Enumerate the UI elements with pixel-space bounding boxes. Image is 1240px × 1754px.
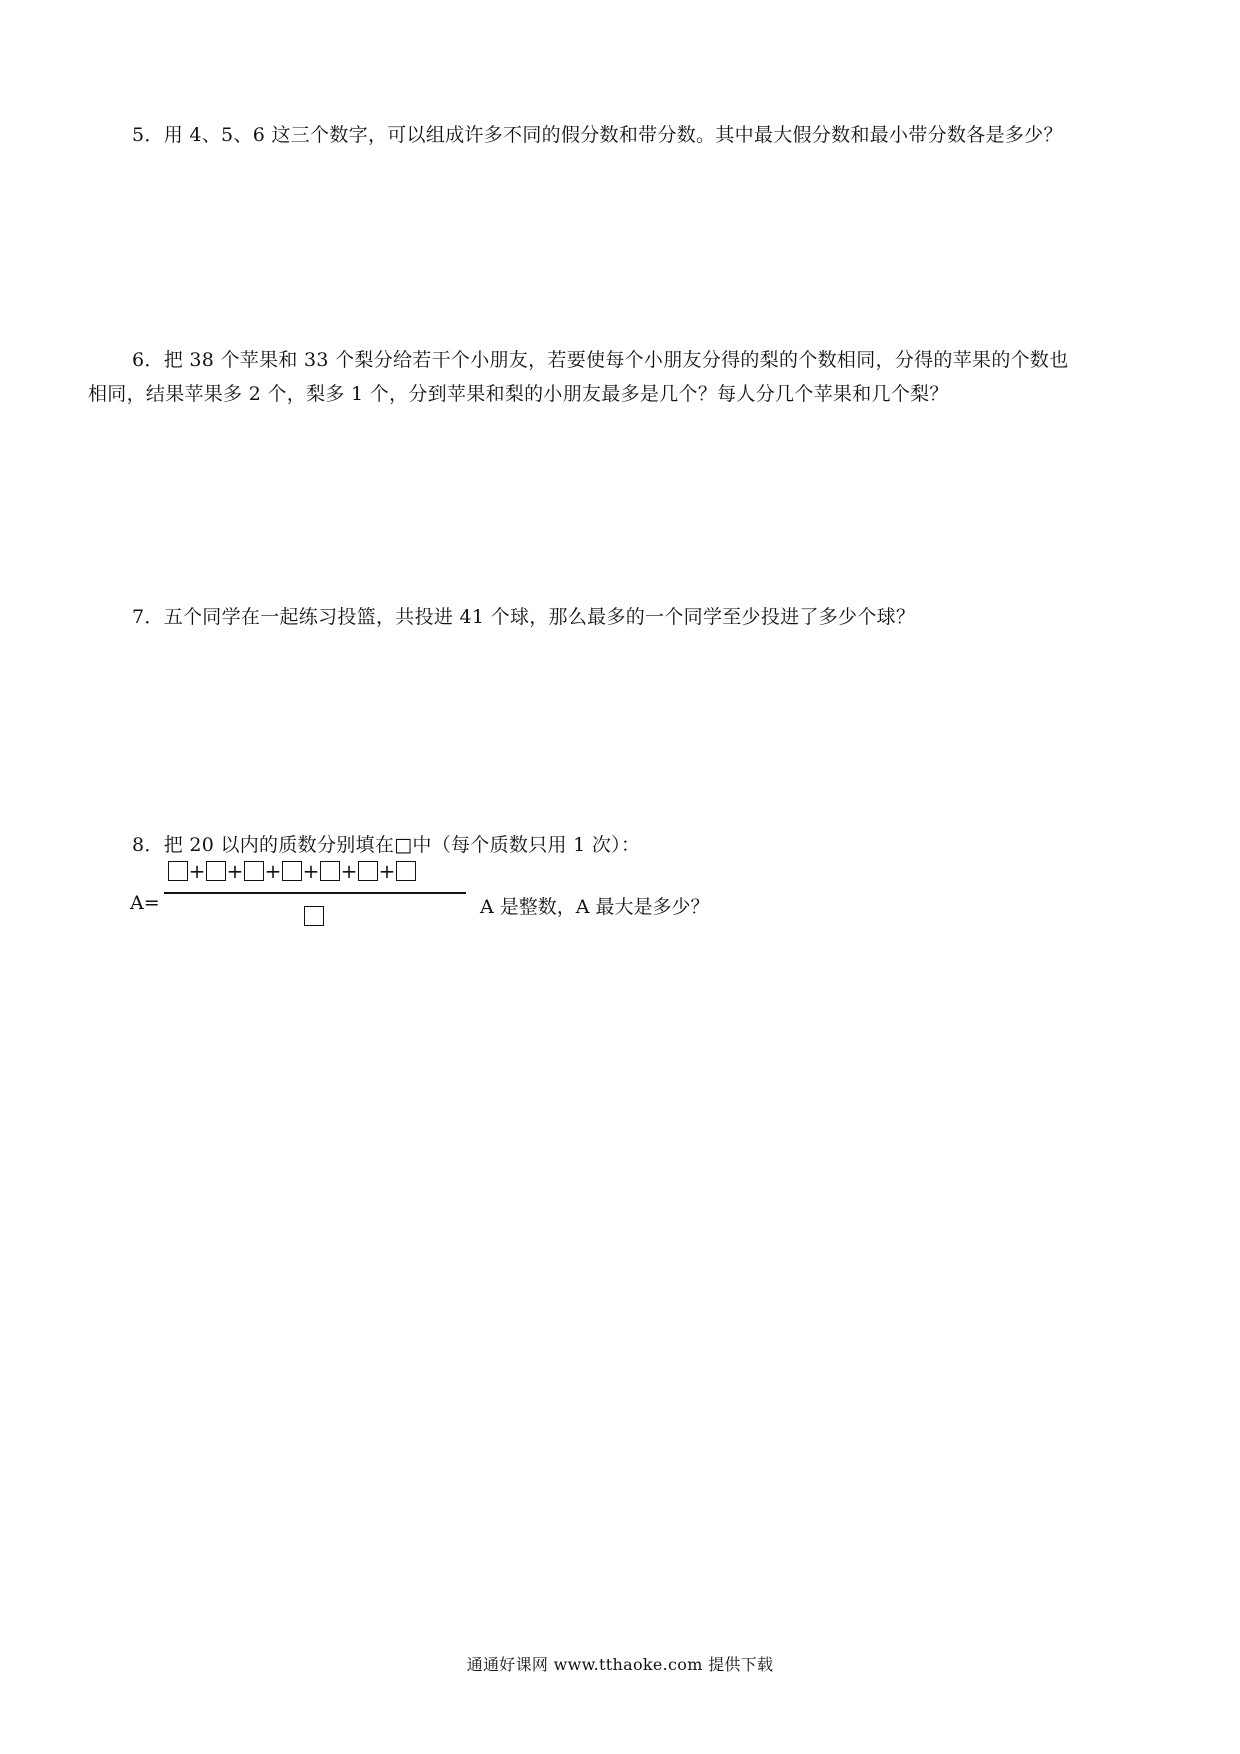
formula-lhs: A= (130, 892, 160, 914)
question-text: 用 4、5、6 这三个数字，可以组成许多不同的假分数和带分数。其中最大假分数和最小带分数各是多少？ (163, 124, 1063, 146)
question-text: 把 20 以内的质数分别填在□中（每个质数只用 1 次）： (163, 834, 641, 856)
blank-box[interactable] (358, 861, 378, 881)
blank-box[interactable] (244, 861, 264, 881)
question-8 (132, 828, 640, 862)
question-text: 五个同学在一起练习投篮，共投进 41 个球，那么最多的一个同学至少投进了多少个球？ (163, 606, 916, 628)
question-number: 7． (132, 606, 164, 628)
fraction-formula (130, 858, 770, 948)
plus-sign: + (264, 859, 282, 883)
plus-sign: + (340, 859, 358, 883)
plus-sign: + (188, 859, 206, 883)
plus-sign: + (226, 859, 244, 883)
question-5 (132, 118, 1063, 152)
blank-box[interactable] (206, 861, 226, 881)
formula-question: A 是整数，A 最大是多少？ (480, 896, 710, 918)
fraction-bar (164, 892, 466, 894)
blank-box[interactable] (304, 906, 324, 926)
question-text: 把 38 个苹果和 33 个梨分给若干个小朋友，若要使每个小朋友分得的梨的个数相同，分得的苹果的个数也 (163, 349, 1069, 371)
fraction-denominator (304, 906, 324, 930)
question-6-continuation (88, 377, 949, 411)
blank-box[interactable] (168, 861, 188, 881)
blank-box[interactable] (396, 861, 416, 881)
question-6 (132, 343, 1069, 377)
blank-box[interactable] (320, 861, 340, 881)
page-footer: 通通好课网 www.tthaoke.com 提供下载 (466, 1655, 774, 1674)
plus-sign: + (302, 859, 320, 883)
fraction (164, 858, 466, 948)
plus-sign: + (378, 859, 396, 883)
fraction-numerator (168, 858, 416, 884)
question-number: 5． (132, 124, 164, 146)
question-text: 相同，结果苹果多 2 个，梨多 1 个，分到苹果和梨的小朋友最多是几个？每人分几个苹果和几个梨？ (88, 383, 949, 405)
question-number: 6． (132, 349, 164, 371)
question-7 (132, 600, 915, 634)
question-number: 8． (132, 834, 164, 856)
blank-box[interactable] (282, 861, 302, 881)
